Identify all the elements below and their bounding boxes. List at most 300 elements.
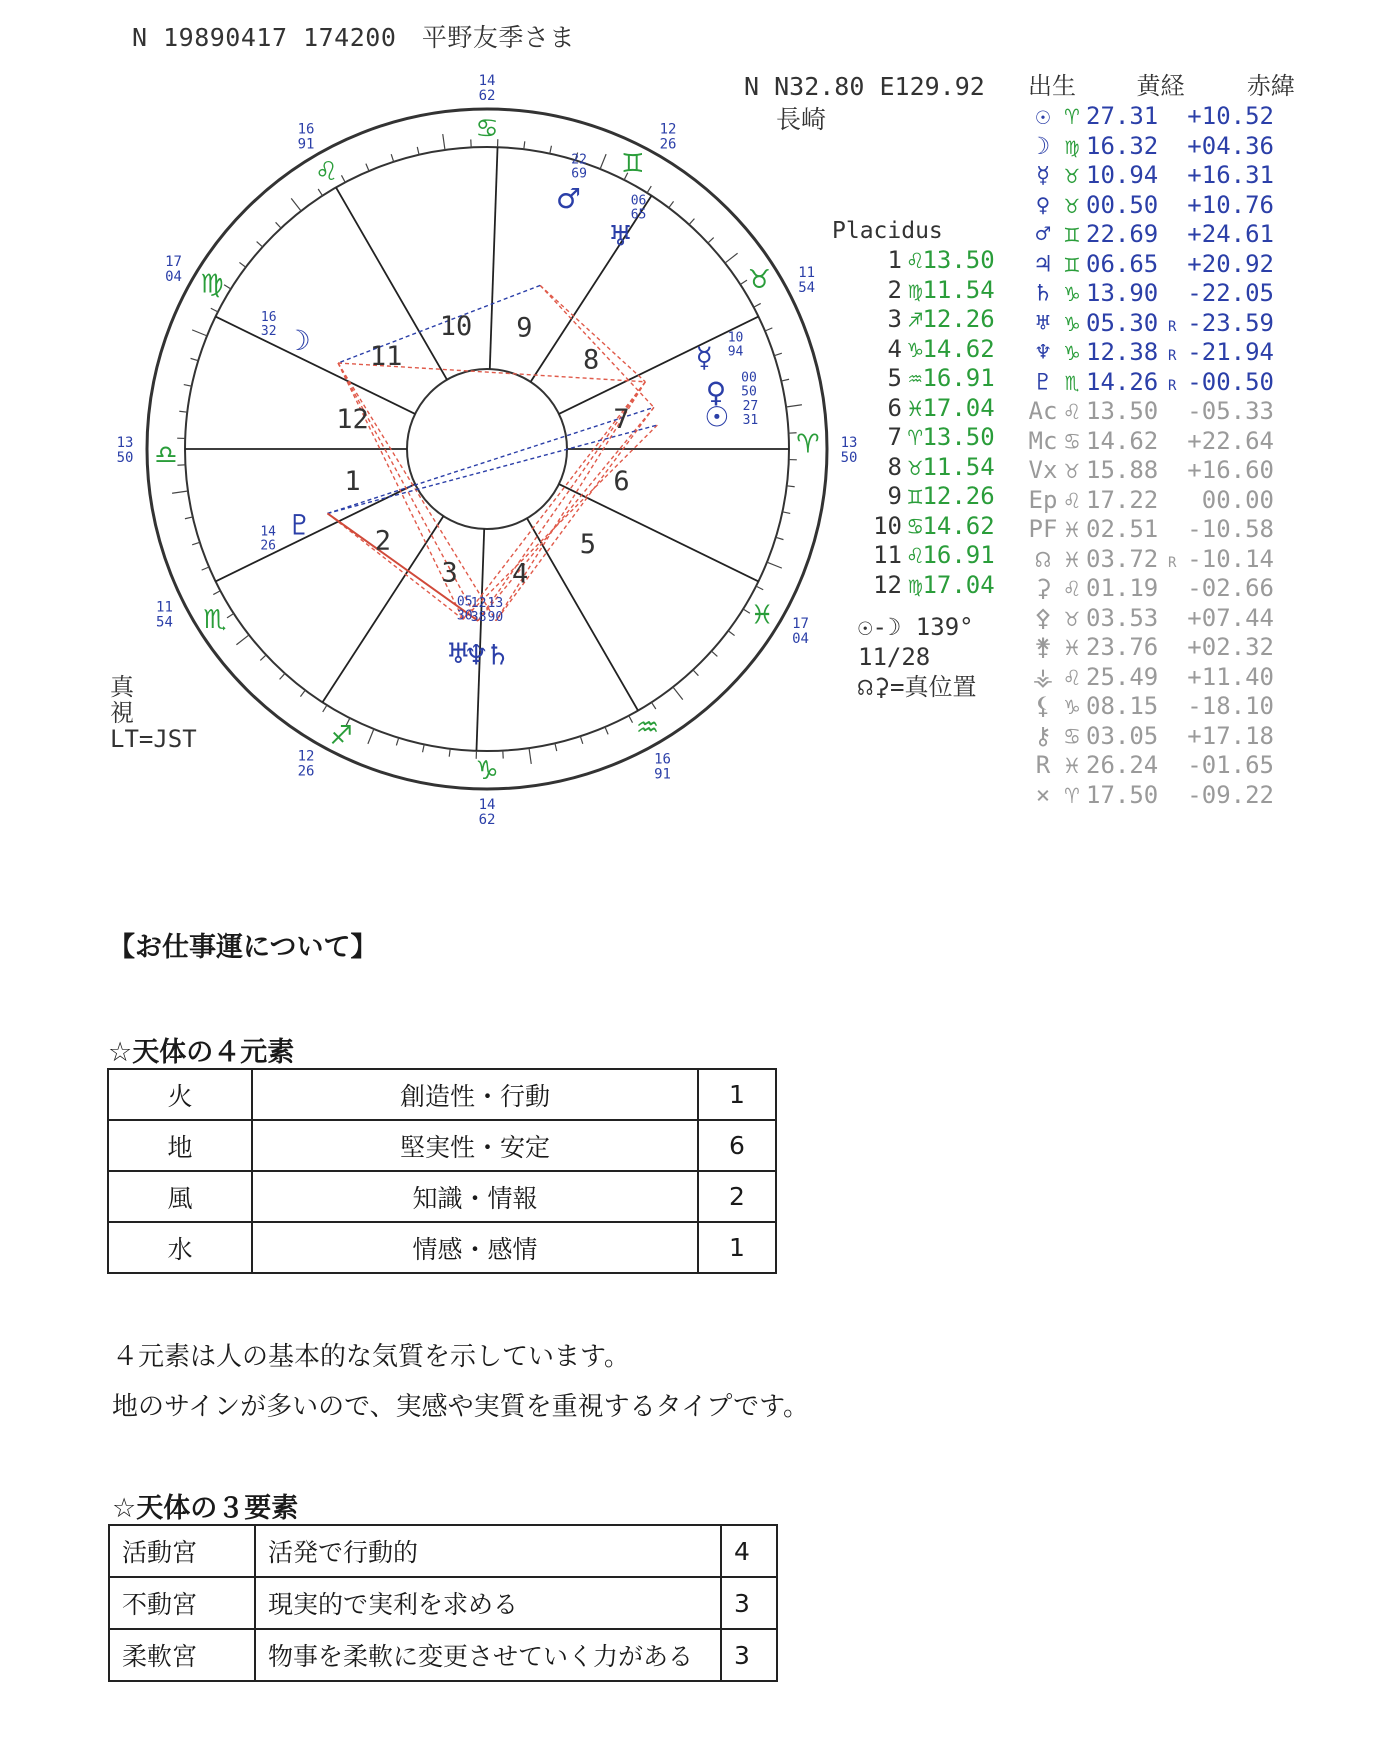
planet-row — [1028, 102, 1295, 132]
planet-sign-glyph: ♓ — [1064, 751, 1080, 779]
planet-longitude: 02.51 — [1086, 515, 1159, 543]
planet-row — [1028, 574, 1295, 604]
house-cusp-row — [868, 482, 995, 512]
planet-degree: 10 — [727, 330, 744, 346]
cusp-degree: 14 — [478, 797, 496, 813]
planet-declination: +07.44 — [1187, 603, 1274, 632]
planet-degree: 16 — [260, 310, 277, 325]
planet-sign-glyph: ♌ — [1064, 397, 1080, 425]
house-sign-glyph: ♑ — [908, 334, 923, 363]
planet-symbol: ♂ — [1035, 220, 1051, 248]
retrograde-flag: R — [1168, 377, 1177, 394]
house-system-title: Placidus — [832, 218, 943, 244]
retrograde-flag: R — [1168, 318, 1177, 335]
degree-tick — [423, 744, 425, 752]
planet-row — [1028, 368, 1295, 398]
elements-note: 地のサインが多いので、実感や実質を重視するタイプです。 — [112, 1392, 810, 1422]
cusp-degree: 17 — [792, 616, 809, 632]
planet-degree: 22 — [571, 152, 587, 168]
planet-glyphs — [260, 153, 758, 672]
planet-declination: +04.36 — [1187, 131, 1274, 160]
planet-row — [1028, 456, 1295, 486]
degree-tick — [224, 285, 231, 289]
planet-glyph: ♇ — [287, 508, 313, 542]
aspect-line — [328, 407, 654, 513]
degree-tick — [341, 175, 345, 182]
house-cusp-list — [868, 246, 995, 600]
house-number: 4 — [511, 558, 529, 590]
planet-declination: -18.10 — [1187, 692, 1274, 720]
house-sign-glyph: ♐ — [908, 305, 923, 333]
planet-rows — [1028, 102, 1295, 810]
house-cusp-row — [868, 305, 995, 335]
planet-row — [1028, 781, 1295, 811]
planet-symbol: ♃ — [1035, 249, 1051, 278]
planet-longitude: 16.32 — [1086, 131, 1159, 160]
element-count: 2 — [698, 1171, 776, 1222]
header-birth: 出生 — [1028, 72, 1076, 100]
planet-longitude: 25.49 — [1086, 662, 1159, 691]
degree-tick — [550, 146, 552, 154]
element-count: 1 — [698, 1069, 776, 1120]
degree-tick — [396, 738, 398, 746]
house-sign-glyph: ♍ — [908, 275, 923, 304]
cusp-degree: 11 — [798, 265, 816, 282]
aspect-line — [338, 363, 496, 624]
planet-degree: 05 — [456, 594, 473, 610]
table-row — [109, 1629, 777, 1681]
planet-declination: +10.76 — [1187, 190, 1274, 219]
planet-declination: +10.52 — [1187, 102, 1274, 130]
planet-row — [1028, 191, 1295, 221]
house-degree: 14.62 — [922, 511, 995, 540]
house-number: 11 — [873, 541, 902, 569]
elements-table — [107, 1068, 777, 1274]
degree-tick — [782, 512, 790, 514]
house-number: 8 — [887, 452, 902, 481]
mode-meaning: 現実的で実利を求める — [255, 1577, 721, 1629]
planet-symbol: R — [1035, 751, 1051, 779]
planet-row — [1028, 722, 1295, 752]
table-row — [108, 1120, 776, 1171]
planet-minute: 32 — [260, 324, 277, 339]
header-declination: 赤緯 — [1246, 72, 1295, 100]
planet-sign-glyph: ♉ — [1064, 190, 1080, 219]
house-number: 11 — [369, 340, 403, 372]
degree-tick — [260, 655, 266, 660]
degree-tick — [651, 702, 655, 709]
degree-tick — [449, 749, 450, 757]
house-sign-glyph: ♉ — [908, 452, 923, 481]
planet-sign-glyph: ♏ — [1064, 367, 1080, 396]
cusp-degree: 14 — [478, 73, 496, 89]
degree-tick — [236, 635, 249, 645]
planet-sign-glyph: ♉ — [1064, 161, 1080, 189]
degree-tick — [192, 330, 207, 336]
house-degree: 16.91 — [922, 364, 995, 392]
cusp-degree: 11 — [156, 599, 173, 616]
planet-declination: -23.59 — [1187, 308, 1274, 337]
truth-label-line: 真 — [110, 673, 134, 701]
house-sign-glyph: ♒ — [908, 364, 923, 392]
retrograde-flag: R — [1168, 348, 1177, 364]
degree-tick — [629, 716, 633, 723]
planet-table-header — [1028, 72, 1295, 102]
house-sign-glyph: ♈ — [908, 423, 923, 451]
house-degree: 13.50 — [922, 423, 995, 451]
house-cusp-row — [868, 246, 995, 276]
planet-sign-glyph: ♑ — [1064, 279, 1080, 307]
aspect-note: ☊⚳=真位置 — [858, 673, 977, 701]
cusp-minute: 91 — [297, 136, 315, 153]
cusp-labels — [117, 73, 858, 828]
degree-tick — [580, 736, 582, 744]
planet-glyph: ☉ — [704, 400, 730, 434]
degree-tick — [767, 562, 782, 568]
cusp-degree: 12 — [297, 748, 315, 765]
planet-sign-glyph: ♉ — [1064, 456, 1080, 484]
degree-tick — [689, 219, 694, 225]
degree-tick — [276, 222, 281, 228]
degree-tick — [529, 748, 531, 764]
cusp-degree: 17 — [165, 254, 182, 270]
house-degree: 16.91 — [922, 541, 995, 569]
planet-longitude: 17.22 — [1086, 485, 1159, 514]
element-meaning: 堅実性・安定 — [252, 1120, 698, 1171]
modes-table — [108, 1524, 778, 1682]
table-row — [108, 1069, 776, 1120]
planet-row — [1028, 161, 1295, 191]
house-cusp-row — [868, 423, 995, 453]
planet-declination: +22.64 — [1187, 426, 1274, 455]
degree-tick — [781, 379, 789, 381]
planet-glyph: ♅ — [445, 636, 471, 670]
mode-count: 4 — [721, 1525, 777, 1577]
planet-symbol: PF — [1028, 515, 1058, 543]
elements-note: ４元素は人の基本的な気質を示しています。 — [112, 1342, 630, 1372]
planet-declination: +02.32 — [1187, 633, 1274, 661]
zodiac-glyph: ♓ — [750, 600, 774, 631]
cusp-minute: 26 — [297, 763, 315, 780]
planet-symbol: ☿ — [1035, 161, 1051, 189]
planet-symbol: ☊ — [1035, 544, 1051, 573]
planet-glyph: ♅ — [607, 219, 634, 253]
planet-row — [1028, 309, 1295, 339]
house-number: 6 — [887, 393, 902, 422]
cusp-degree: 13 — [116, 435, 134, 451]
degree-tick — [555, 743, 557, 751]
house-degree: 17.04 — [922, 570, 995, 599]
zodiac-glyph: ♌ — [314, 157, 339, 188]
planet-declination: 00.00 — [1201, 485, 1274, 514]
house-number: 1 — [344, 466, 361, 498]
zodiac-glyphs — [154, 114, 819, 786]
house-number: 3 — [441, 557, 458, 589]
table-row — [109, 1577, 777, 1629]
degree-tick — [600, 154, 606, 169]
cusp-minute: 50 — [116, 450, 134, 466]
planet-symbol: ⚶ — [1032, 662, 1054, 691]
cusp-minute: 26 — [659, 136, 677, 153]
house-number: 8 — [583, 344, 600, 376]
planet-longitude: 14.62 — [1086, 426, 1159, 455]
planet-glyph: ♆ — [463, 638, 489, 672]
house-cusp-row — [868, 394, 995, 424]
house-cusp-row — [868, 335, 995, 365]
degree-tick — [787, 486, 795, 487]
planet-symbol: ⚵ — [1034, 633, 1052, 661]
planet-minute: 38 — [470, 609, 487, 625]
planet-row — [1028, 633, 1295, 663]
planet-declination: +24.61 — [1187, 220, 1274, 248]
chart-header: N 19890417 174200 平野友季さま — [132, 23, 575, 52]
zodiac-glyph: ♒ — [635, 712, 660, 743]
planet-sign-glyph: ♊ — [1064, 249, 1080, 278]
planet-longitude: 06.65 — [1086, 249, 1159, 278]
degree-tick — [524, 141, 525, 149]
degree-tick — [191, 358, 199, 360]
planet-minute: 65 — [630, 207, 647, 223]
planet-declination: -00.50 — [1187, 367, 1274, 396]
house-number: 10 — [439, 310, 473, 342]
planet-sign-glyph: ♉ — [1064, 603, 1080, 632]
house-number: 5 — [887, 364, 902, 392]
planet-row — [1028, 250, 1295, 280]
planet-glyph: ♄ — [485, 638, 511, 672]
planet-declination: +17.18 — [1187, 721, 1274, 750]
house-degree: 12.26 — [922, 482, 995, 510]
inner-circle — [407, 369, 567, 529]
degree-tick — [673, 687, 683, 700]
degree-tick — [725, 253, 738, 263]
planet-symbol: ♅ — [1035, 308, 1051, 337]
truth-label-line: LT=JST — [110, 725, 197, 753]
planet-row — [1028, 663, 1295, 693]
planet-degree: 12 — [470, 595, 487, 611]
degree-tick — [669, 201, 674, 207]
element-count: 1 — [698, 1222, 776, 1273]
planet-minute: 94 — [727, 344, 744, 360]
location-coords: N N32.80 E129.92 — [744, 72, 985, 101]
house-number: 1 — [887, 246, 902, 274]
planet-longitude: 08.15 — [1086, 692, 1159, 720]
planet-declination: -21.94 — [1187, 338, 1274, 366]
cusp-minute: 04 — [165, 269, 182, 285]
house-degree: 17.04 — [922, 393, 995, 422]
planet-longitude: 23.76 — [1086, 633, 1159, 661]
modes-title: ☆天体の３要素 — [112, 1493, 299, 1524]
planet-symbol: ♀ — [1035, 190, 1051, 219]
planet-positions-table — [1028, 72, 1295, 810]
cusp-degree: 16 — [297, 121, 315, 138]
elements-title: ☆天体の４元素 — [108, 1037, 295, 1068]
house-cusp-row — [868, 541, 995, 571]
cusp-degree: 13 — [840, 435, 858, 451]
planet-sign-glyph: ♌ — [1064, 574, 1080, 602]
degree-tick — [693, 670, 698, 676]
planet-longitude: 17.50 — [1086, 780, 1159, 809]
planet-row — [1028, 427, 1295, 457]
degree-tick — [280, 673, 285, 679]
planet-sign-glyph: ♋ — [1064, 426, 1080, 455]
zodiac-glyph: ♐ — [329, 721, 353, 752]
planet-symbol: ♄ — [1035, 279, 1051, 307]
planet-sign-glyph: ♋ — [1064, 721, 1080, 750]
degree-tick — [202, 567, 209, 570]
element-name: 水 — [108, 1222, 252, 1273]
planet-row — [1028, 338, 1295, 368]
zodiac-glyph: ♈ — [796, 429, 820, 460]
element-name: 風 — [108, 1171, 252, 1222]
house-number: 2 — [887, 275, 902, 304]
planet-sign-glyph: ♓ — [1064, 544, 1080, 573]
degree-tick — [786, 405, 802, 407]
degree-tick — [647, 186, 651, 193]
planet-symbol: ♇ — [1035, 367, 1051, 396]
planet-minute: 90 — [487, 609, 504, 625]
element-name: 火 — [108, 1069, 252, 1120]
planet-degree: 06 — [630, 193, 647, 209]
degree-tick — [391, 154, 393, 162]
planet-longitude: 03.05 — [1086, 721, 1159, 750]
planet-row — [1028, 692, 1295, 722]
planet-symbol: ☉ — [1035, 102, 1051, 130]
planet-longitude: 22.69 — [1086, 220, 1159, 248]
cusp-degree: 16 — [654, 751, 671, 768]
planet-longitude: 01.19 — [1086, 574, 1159, 602]
house-sign-glyph: ♌ — [908, 541, 923, 569]
house-number: 7 — [887, 423, 902, 451]
planet-symbol: ⚴ — [1034, 603, 1052, 632]
degree-tick — [300, 690, 305, 696]
planet-glyph: ☿ — [695, 340, 713, 374]
planet-longitude: 00.50 — [1086, 190, 1159, 219]
house-number: 5 — [579, 529, 597, 561]
planet-sign-glyph: ♑ — [1064, 692, 1080, 720]
planet-minute: 50 — [741, 384, 757, 400]
house-number: 7 — [613, 403, 630, 435]
element-meaning: 情感・感情 — [252, 1222, 698, 1273]
planet-degree: 14 — [260, 524, 277, 540]
planet-declination: +20.92 — [1187, 249, 1274, 278]
planet-declination: -09.22 — [1187, 780, 1274, 809]
degree-tick — [708, 238, 714, 243]
mode-name: 柔軟宮 — [109, 1629, 255, 1681]
cusp-minute: 91 — [654, 766, 671, 783]
aspect-angle: ☉-☽ 139° — [858, 613, 974, 641]
house-sign-glyph: ♍ — [908, 570, 923, 599]
planet-minute: 69 — [571, 166, 587, 182]
house-cusp-row — [868, 364, 995, 394]
house-cusp-row — [868, 571, 995, 601]
element-meaning: 知識・情報 — [252, 1171, 698, 1222]
house-sign-glyph: ♋ — [908, 511, 923, 540]
cusp-minute: 04 — [792, 631, 809, 647]
degree-tick — [743, 609, 750, 613]
degree-tick — [417, 147, 419, 155]
header-longitude: 黄経 — [1136, 72, 1185, 100]
planet-sign-glyph: ♊ — [1064, 220, 1080, 248]
planet-row — [1028, 604, 1295, 634]
planet-sign-glyph: ♓ — [1064, 633, 1080, 661]
planet-declination: +16.31 — [1187, 161, 1274, 189]
degree-tick — [184, 385, 192, 387]
planet-declination: -02.66 — [1187, 574, 1274, 602]
cusp-degree: 12 — [659, 121, 677, 138]
house-number: 6 — [613, 466, 630, 498]
house-cusp-row — [868, 512, 995, 542]
house-degree: 11.54 — [922, 452, 995, 481]
truth-label — [110, 674, 197, 752]
planet-glyph: ♀ — [705, 375, 727, 409]
planet-declination: -10.58 — [1187, 515, 1274, 543]
mode-count: 3 — [721, 1577, 777, 1629]
house-number: 12 — [873, 570, 902, 599]
planet-longitude: 14.26 — [1086, 367, 1159, 396]
aspect-phase: 11/28 — [858, 643, 931, 671]
planet-longitude: 15.88 — [1086, 456, 1159, 484]
degree-tick — [756, 586, 763, 590]
degree-tick — [765, 328, 772, 331]
planet-row — [1028, 486, 1295, 516]
house-sign-glyph: ♓ — [908, 393, 923, 422]
planet-sign-glyph: ♑ — [1064, 308, 1080, 337]
planet-sign-glyph: ♈ — [1064, 780, 1080, 809]
planet-declination: +16.60 — [1187, 456, 1274, 484]
mode-meaning: 物事を柔軟に変更させていく力がある — [255, 1629, 721, 1681]
house-number: 4 — [887, 334, 902, 363]
planet-glyph: ♂ — [556, 181, 582, 215]
planet-longitude: 10.94 — [1086, 161, 1159, 189]
section-title: 【お仕事運について】 — [108, 932, 378, 963]
zodiac-glyph: ♉ — [747, 264, 771, 295]
house-cusp-row — [868, 276, 995, 306]
planet-sign-glyph: ♑ — [1064, 338, 1080, 366]
planet-symbol: ⚳ — [1034, 574, 1052, 602]
element-meaning: 創造性・行動 — [252, 1069, 698, 1120]
zodiac-glyph: ♑ — [475, 756, 499, 786]
house-number: 10 — [873, 511, 902, 540]
location-city: 長崎 — [776, 105, 827, 134]
house-cusp-line — [490, 147, 498, 369]
planet-row — [1028, 751, 1295, 781]
mode-name: 活動宮 — [109, 1525, 255, 1577]
planet-row — [1028, 545, 1295, 575]
house-number: 2 — [374, 525, 391, 557]
planet-degree: 27 — [742, 398, 759, 414]
retrograde-flag: R — [1168, 554, 1177, 571]
house-number: 9 — [516, 312, 533, 344]
planet-symbol: Ep — [1028, 485, 1058, 514]
planet-minute: 31 — [742, 412, 759, 428]
house-degree: 14.62 — [922, 334, 995, 363]
table-row — [108, 1171, 776, 1222]
planet-symbol: ☽ — [1035, 131, 1051, 160]
element-name: 地 — [108, 1120, 252, 1171]
planet-symbol: Ac — [1028, 397, 1058, 425]
degree-tick — [239, 262, 245, 267]
planet-declination: -05.33 — [1187, 397, 1274, 425]
zodiac-glyph: ♎ — [154, 440, 178, 471]
table-row — [109, 1525, 777, 1577]
house-sign-glyph: ♌ — [908, 246, 923, 274]
house-degree: 11.54 — [922, 275, 995, 304]
planet-longitude: 26.24 — [1086, 751, 1159, 779]
planet-declination: +11.40 — [1187, 662, 1274, 691]
house-degree: 13.50 — [922, 246, 995, 274]
mode-count: 3 — [721, 1629, 777, 1681]
planet-symbol: Mc — [1028, 426, 1058, 455]
